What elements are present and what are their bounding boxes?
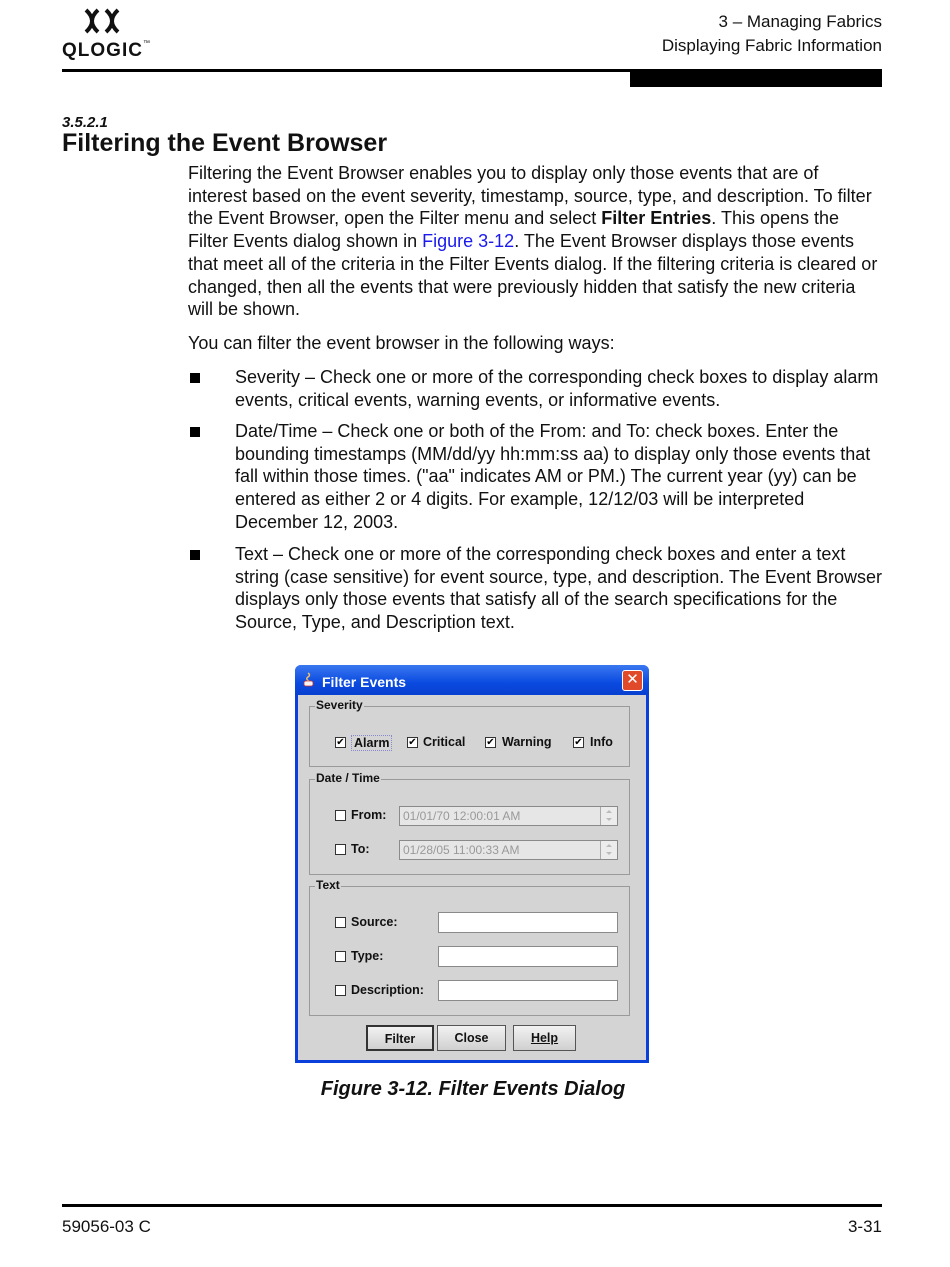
alarm-label[interactable]: Alarm	[351, 735, 392, 751]
close-button[interactable]: Close	[437, 1025, 506, 1051]
bullet-severity	[188, 366, 882, 411]
from-label: From:	[351, 808, 387, 822]
severity-group	[309, 698, 630, 767]
bullet-square-icon	[190, 427, 200, 437]
type-label: Type:	[351, 949, 384, 963]
to-spinner-icon[interactable]	[600, 841, 617, 859]
figure-link[interactable]: Figure 3-12	[422, 231, 515, 252]
logo-wordmark: QLOGIC™	[62, 40, 150, 61]
qlogic-logo-icon	[82, 6, 126, 36]
type-input[interactable]	[438, 946, 618, 967]
filter-button[interactable]: Filter	[366, 1025, 434, 1051]
critical-checkbox[interactable]: ✔	[408, 737, 417, 748]
intro-text-2: . This opens the Filter Events dialog shown in	[188, 208, 840, 252]
section-number: 3.5.2.1	[62, 114, 108, 131]
description-input[interactable]	[438, 980, 618, 1001]
qlogic-logo	[62, 6, 152, 62]
description-checkbox[interactable]	[335, 985, 346, 996]
text-group	[309, 878, 630, 1016]
bullet-text: Date/Time – Check one or both of the From: and To: check boxes. Enter the bounding timestamps (MM/dd/yy hh:mm:ss aa) to display only those events that fall within those times. ("aa" indicates AM or PM.) The current year (yy) can be entered as either 2 or 4 digits. For example, 12/12/03 will be interpreted December 12, 2003.	[235, 421, 871, 532]
bullet-text: Severity – Check one or more of the corresponding check boxes to display alarm events, critical events, warning events, or informative events.	[235, 367, 879, 410]
running-header	[662, 10, 882, 58]
figure-caption: Figure 3-12. Filter Events Dialog	[320, 1078, 626, 1100]
bullet-datetime	[188, 420, 882, 534]
close-icon[interactable]: ✕	[622, 670, 643, 691]
to-date-field[interactable]	[399, 840, 618, 860]
dialog-title-bar[interactable]	[295, 665, 649, 695]
bullet-text-filter	[188, 543, 882, 634]
filter-entries-term: Filter Entries	[601, 208, 712, 229]
section-name: Displaying Fabric Information	[661, 36, 882, 55]
java-cup-icon	[302, 672, 316, 688]
source-checkbox[interactable]	[335, 917, 346, 928]
critical-label[interactable]: Critical	[423, 735, 466, 749]
bullet-square-icon	[190, 373, 200, 383]
warning-label[interactable]: Warning	[502, 735, 552, 749]
text-group-label: Text	[316, 878, 340, 892]
page-number: 3-31	[847, 1217, 882, 1236]
intro-paragraph	[188, 162, 882, 321]
to-label: To:	[351, 842, 370, 856]
intro-text-3: . The Event Browser displays those events that meet all of the criteria in the Filter Events dialog. If the filtering criteria is cleared or changed, then all the events that were previously hidden that satisfy the new criteria will be shown.	[188, 231, 878, 320]
section-title: Filtering the Event Browser	[62, 129, 388, 157]
to-date-value: 01/28/05 11:00:33 AM	[403, 843, 520, 857]
warning-checkbox[interactable]: ✔	[486, 737, 495, 748]
bullet-text: Text – Check one or more of the corresponding check boxes and enter a text string (case sensitive) for event source, type, and description. The Event Browser displays only those events that satisfy all of the search specifications for the Source, Type, and Description text.	[235, 544, 882, 633]
dialog-title: Filter Events	[322, 674, 407, 690]
from-checkbox[interactable]	[335, 810, 346, 821]
chapter-title: 3 – Managing Fabrics	[718, 12, 882, 31]
from-spinner-icon[interactable]	[600, 807, 617, 825]
info-label[interactable]: Info	[590, 735, 613, 749]
intro-text-1: Filtering the Event Browser enables you to display only those events that are of interest based on the event severity, timestamp, source, type, and description. To filter the Event Browser, open the Filter menu and select	[188, 163, 872, 229]
info-checkbox[interactable]: ✔	[574, 737, 583, 748]
source-input[interactable]	[438, 912, 618, 933]
header-tab-bar	[630, 72, 882, 87]
dialog-body	[298, 695, 646, 1060]
description-label: Description:	[351, 983, 424, 997]
alarm-checkbox[interactable]: ✔	[336, 737, 345, 748]
type-checkbox[interactable]	[335, 951, 346, 962]
datetime-group-label: Date / Time	[316, 771, 380, 785]
from-date-value: 01/01/70 12:00:01 AM	[403, 809, 521, 823]
ways-paragraph: You can filter the event browser in the following ways:	[188, 333, 615, 353]
document-number: 59056-03 C	[62, 1217, 151, 1236]
to-checkbox[interactable]	[335, 844, 346, 855]
filter-events-dialog	[295, 665, 649, 1063]
from-date-field[interactable]	[399, 806, 618, 826]
source-label: Source:	[351, 915, 398, 929]
help-button[interactable]: Help	[513, 1025, 576, 1051]
severity-group-label: Severity	[316, 698, 363, 712]
footer-rule	[62, 1204, 882, 1207]
bullet-square-icon	[190, 550, 200, 560]
datetime-group	[309, 771, 630, 875]
